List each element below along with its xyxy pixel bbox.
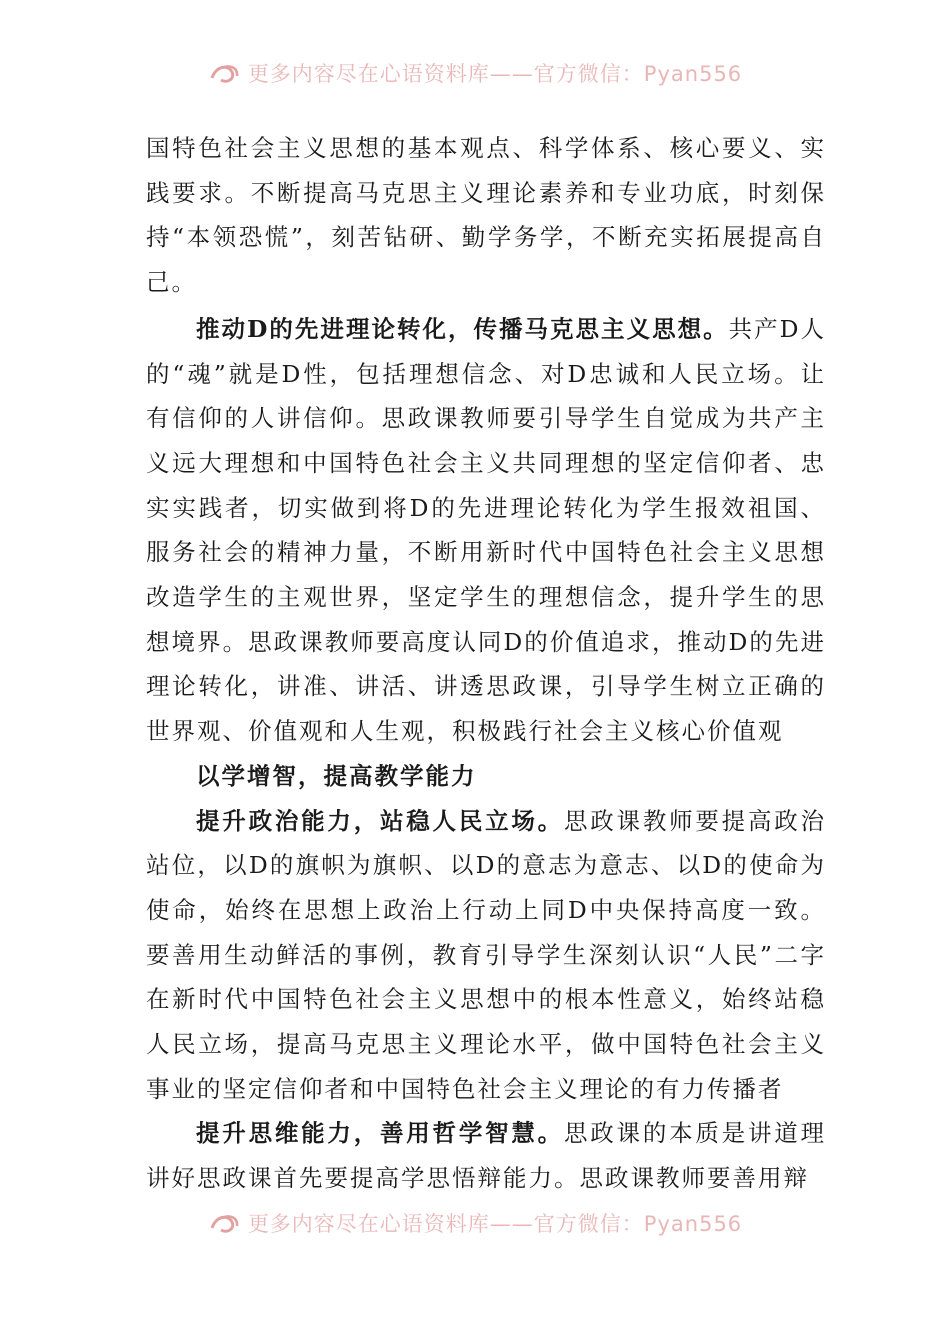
paragraph-5-body: 思政课的本质是讲道理讲好思政课首先要提高学思悟辩能力。思政课教师要善用辩	[146, 1119, 827, 1193]
paragraph-1	[146, 126, 826, 305]
paragraph-4-body: 思政课教师要提高政治站位，以D的旗帜为旗帜、以D的意志为意志、以D的使命为使命，始终在思想上政治上行动上同D中央保持高度一致。要善用生动鲜活的事例，教育引导学生深刻认识“人民”二字在新时代中国特色社会主义思想中的根本性意义，始终站稳人民立场，提高马克思主义理论水平，做中国特色社会主义事业的坚定信仰者和中国特色社会主义理论的有力传播者	[146, 806, 827, 1103]
logo-icon	[208, 1210, 242, 1236]
paragraph-4-heading: 提升政治能力，站稳人民立场。	[196, 806, 564, 835]
watermark-header	[0, 56, 950, 90]
paragraph-5	[146, 1111, 826, 1200]
paragraph-2	[146, 307, 826, 754]
paragraph-1-body: 国特色社会主义思想的基本观点、科学体系、核心要义、实践要求。不断提高马克思主义理论素养和专业功底，时刻保持“本领恐慌”，刻苦钻研、勤学务学，不断充实拓展提高自己。	[146, 134, 826, 297]
paragraph-5-heading: 提升思维能力，善用哲学智慧。	[196, 1119, 564, 1148]
paragraph-4	[146, 799, 826, 1112]
paragraph-2-body: 共产D人的“魂”就是D性，包括理想信念、对D忠诚和人民立场。让有信仰的人讲信仰。思政课教师要引导学生自觉成为共产主义远大理想和中国特色社会主义共同理想的坚定信仰者、忠实实践者，切实做到将D的先进理论转化为学生报效祖国、服务社会的精神力量，不断用新时代中国特色社会主义思想改造学生的主观世界，坚定学生的理想信念，提升学生的思想境界。思政课教师要高度认同D的价值追求，推动D的先进理论转化，讲准、讲活、讲透思政课，引导学生树立正确的世界观、价值观和人生观，积极践行社会主义核心价值观	[146, 314, 826, 746]
section-heading	[146, 754, 826, 799]
document-body	[146, 126, 826, 1201]
watermark-footer	[0, 1206, 950, 1240]
paragraph-2-heading: 推动D的先进理论转化，传播马克思主义思想。	[196, 314, 729, 343]
logo-icon	[208, 60, 242, 86]
watermark-text: 更多内容尽在心语资料库——官方微信：Pyan556	[247, 62, 743, 86]
section-heading-text: 以学增智，提高教学能力	[196, 761, 477, 790]
watermark-text: 更多内容尽在心语资料库——官方微信：Pyan556	[247, 1212, 743, 1236]
